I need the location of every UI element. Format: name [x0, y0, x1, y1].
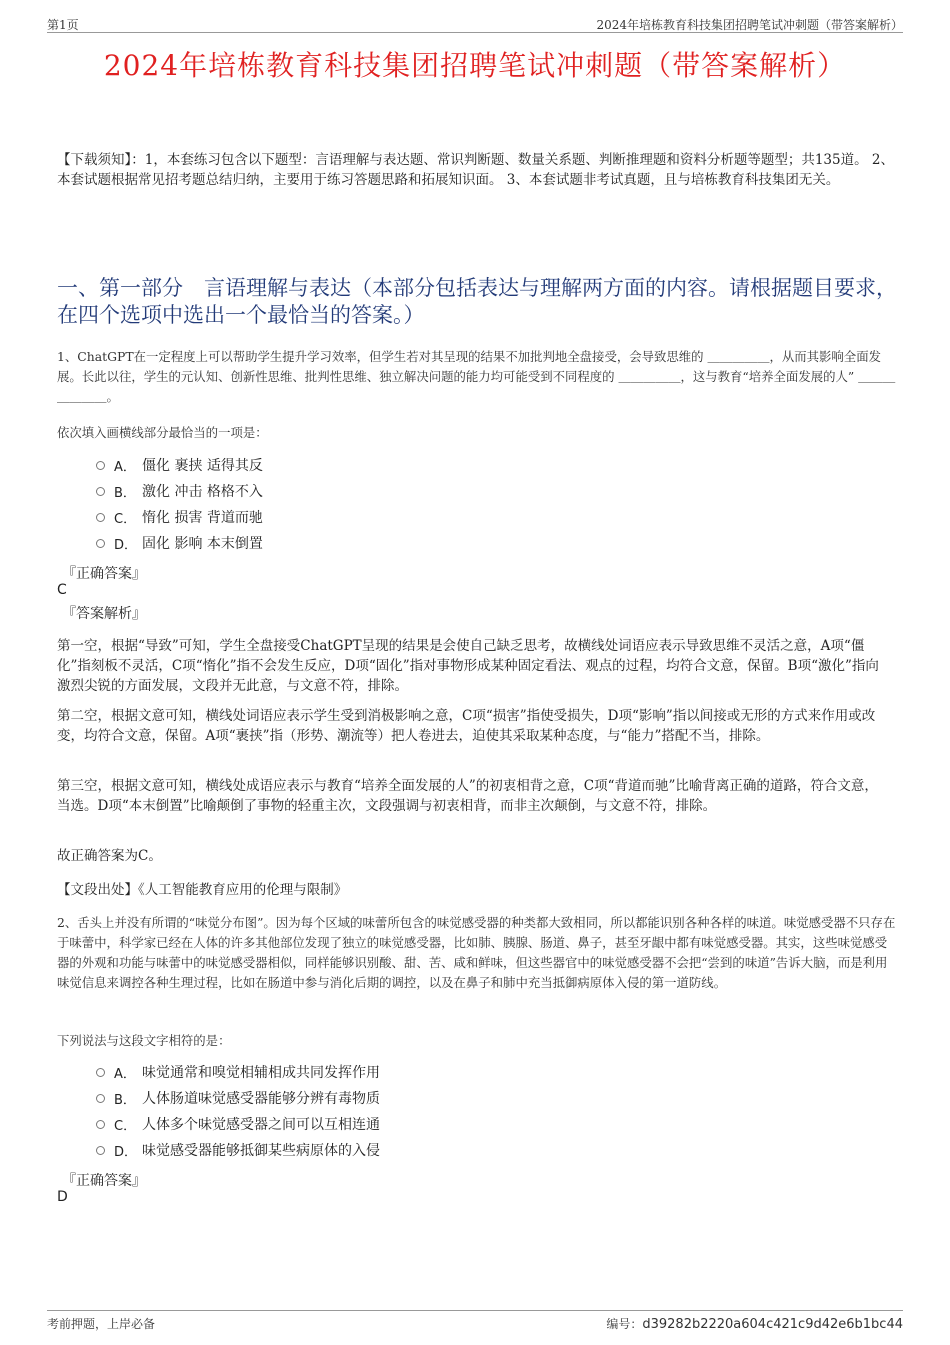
option-key: D．	[114, 537, 138, 553]
radio-button[interactable]	[96, 513, 105, 522]
page-footer	[47, 1310, 903, 1339]
option-key: A．	[114, 459, 136, 475]
option-b[interactable]	[96, 478, 796, 504]
header-doc-title: 2024年培栋教育科技集团招聘笔试冲刺题（带答案解析）	[596, 18, 903, 32]
question-2-prompt: 下列说法与这段文字相符的是：	[57, 1033, 231, 1048]
correct-answer-label: 『正确答案』	[62, 566, 146, 582]
radio-button[interactable]	[96, 1094, 105, 1103]
option-text: 激化 冲击 格格不入	[142, 484, 263, 500]
option-text: 人体肠道味觉感受器能够分辨有毒物质	[142, 1091, 380, 1107]
radio-button[interactable]	[96, 487, 105, 496]
correct-answer-value: D	[57, 1189, 68, 1205]
analysis-paragraph-3: 第三空，根据文意可知，横线处成语应表示与教育“培养全面发展的人”的初衷相背之意，C项“背道而驰”比喻背离正确的道路，符合文意，当选。D项“本末倒置”比喻颠倒了事物的轻重主次，文段强调与初衷相背，而非主次颠倒，与文意不符，排除。	[57, 778, 878, 814]
option-key: B．	[114, 1092, 136, 1108]
option-c[interactable]	[96, 504, 796, 530]
option-a[interactable]	[96, 1059, 796, 1085]
option-d[interactable]	[96, 1137, 796, 1163]
footer-code	[606, 1315, 903, 1332]
option-c[interactable]	[96, 1111, 796, 1137]
option-text: 人体多个味觉感受器之间可以互相连通	[142, 1117, 380, 1133]
section-heading: 一、第一部分 言语理解与表达（本部分包括表达与理解两方面的内容。请根据题目要求，在四个选项中选出一个最恰当的答案。）	[57, 276, 897, 327]
option-text: 僵化 裹挟 适得其反	[142, 458, 263, 474]
option-key: D．	[114, 1144, 138, 1160]
radio-button[interactable]	[96, 1146, 105, 1155]
option-key: B．	[114, 485, 136, 501]
option-d[interactable]	[96, 530, 796, 556]
question-2-text: 2、舌头上并没有所谓的“味觉分布图”。因为每个区域的味蕾所包含的味觉感受器的种类都大致相同，所以都能识别各种各样的味道。味觉感受器不只存在于味蕾中，科学家已经在人体的许多其他部位发现了独立的味觉感受器，比如肺、胰腺、肠道、鼻子，甚至牙龈中都有味觉感受器。其实，这些味觉感受器的外观和功能与味蕾中的味觉感受器相似，同样能够识别酸、甜、苦、咸和鲜味，但这些器官中的味觉感受器不会把“尝到的味道”告诉大脑，而是利用味觉信息来调控各种生理过程，比如在肠道中参与消化后期的调控，以及在鼻子和肺中充当抵御病原体入侵的第一道防线。	[57, 915, 896, 990]
option-text: 惰化 损害 背道而驰	[142, 510, 263, 526]
option-key: C．	[114, 1118, 137, 1134]
option-text: 味觉感受器能够抵御某些病原体的入侵	[142, 1143, 380, 1159]
analysis-paragraph-1: 第一空，根据“导致”可知，学生全盘接受ChatGPT呈现的结果是会使自己缺乏思考，故横线处词语应表示导致思维不灵活之意，A项“僵化”指刻板不灵活，C项“惰化”指不会发生反应，D项“固化”指对事物形成某种固定看法、观点的过程，均符合文意，保留。B项“激化”指向激烈尖锐的方面发展，文段并无此意，与文意不符，排除。	[57, 638, 879, 694]
question-1-options	[96, 452, 796, 556]
analysis-label: 『答案解析』	[62, 606, 146, 622]
page-header	[47, 10, 903, 33]
option-text: 味觉通常和嗅觉相辅相成共同发挥作用	[142, 1065, 380, 1081]
radio-button[interactable]	[96, 539, 105, 548]
question-2-options	[96, 1059, 796, 1163]
analysis-paragraph-2: 第二空，根据文意可知，横线处词语应表示学生受到消极影响之意，C项“损害”指使受损失，D项“影响”指以间接或无形的方式来作用或改变，均符合文意，保留。A项“裹挟”指（形势、潮流等）把人卷进去，迫使其采取某种态度，与“能力”搭配不当，排除。	[57, 708, 876, 744]
footer-code-value: d39282b2220a604c421c9d42e6b1bc44	[642, 1317, 903, 1332]
footer-slogan: 考前押题，上岸必备	[47, 1317, 156, 1331]
footer-code-label: 编号：	[606, 1317, 643, 1331]
radio-button[interactable]	[96, 1120, 105, 1129]
page-number: 第1页	[47, 18, 79, 32]
correct-answer-label: 『正确答案』	[62, 1173, 146, 1189]
question-1-text: 1、ChatGPT在一定程度上可以帮助学生提升学习效率，但学生若对其呈现的结果不加批判地全盘接受，会导致思维的 ＿＿＿＿＿，从而其影响全面发展。长此以往，学生的元认知、创新性思维、批判性思维、独立解决问题的能力均可能受到不同程度的 ＿＿＿＿＿，这与教育“培养全面发展的人” ＿＿＿＿＿＿＿。	[57, 349, 896, 404]
question-1-prompt: 依次填入画横线部分最恰当的一项是：	[57, 425, 268, 440]
analysis-conclusion: 故正确答案为C。	[57, 848, 162, 864]
radio-button[interactable]	[96, 461, 105, 470]
option-key: A．	[114, 1066, 136, 1082]
option-a[interactable]	[96, 452, 796, 478]
radio-button[interactable]	[96, 1068, 105, 1077]
correct-answer-value: C	[57, 582, 67, 598]
option-text: 固化 影响 本末倒置	[142, 536, 263, 552]
download-notice: 【下载须知】：1，本套练习包含以下题型：言语理解与表达题、常识判断题、数量关系题、判断推理题和资料分析题等题型；共135道。 2、本套试题根据常见招考题总结归纳，主要用于练习答题思路和拓展知识面。 3、本套试题非考试真题，且与培栋教育科技集团无关。	[57, 152, 894, 188]
option-key: C．	[114, 511, 137, 527]
option-b[interactable]	[96, 1085, 796, 1111]
passage-source: 【文段出处】《人工智能教育应用的伦理与限制》	[57, 882, 348, 898]
document-title: 2024年培栋教育科技集团招聘笔试冲刺题（带答案解析）	[103, 49, 847, 82]
